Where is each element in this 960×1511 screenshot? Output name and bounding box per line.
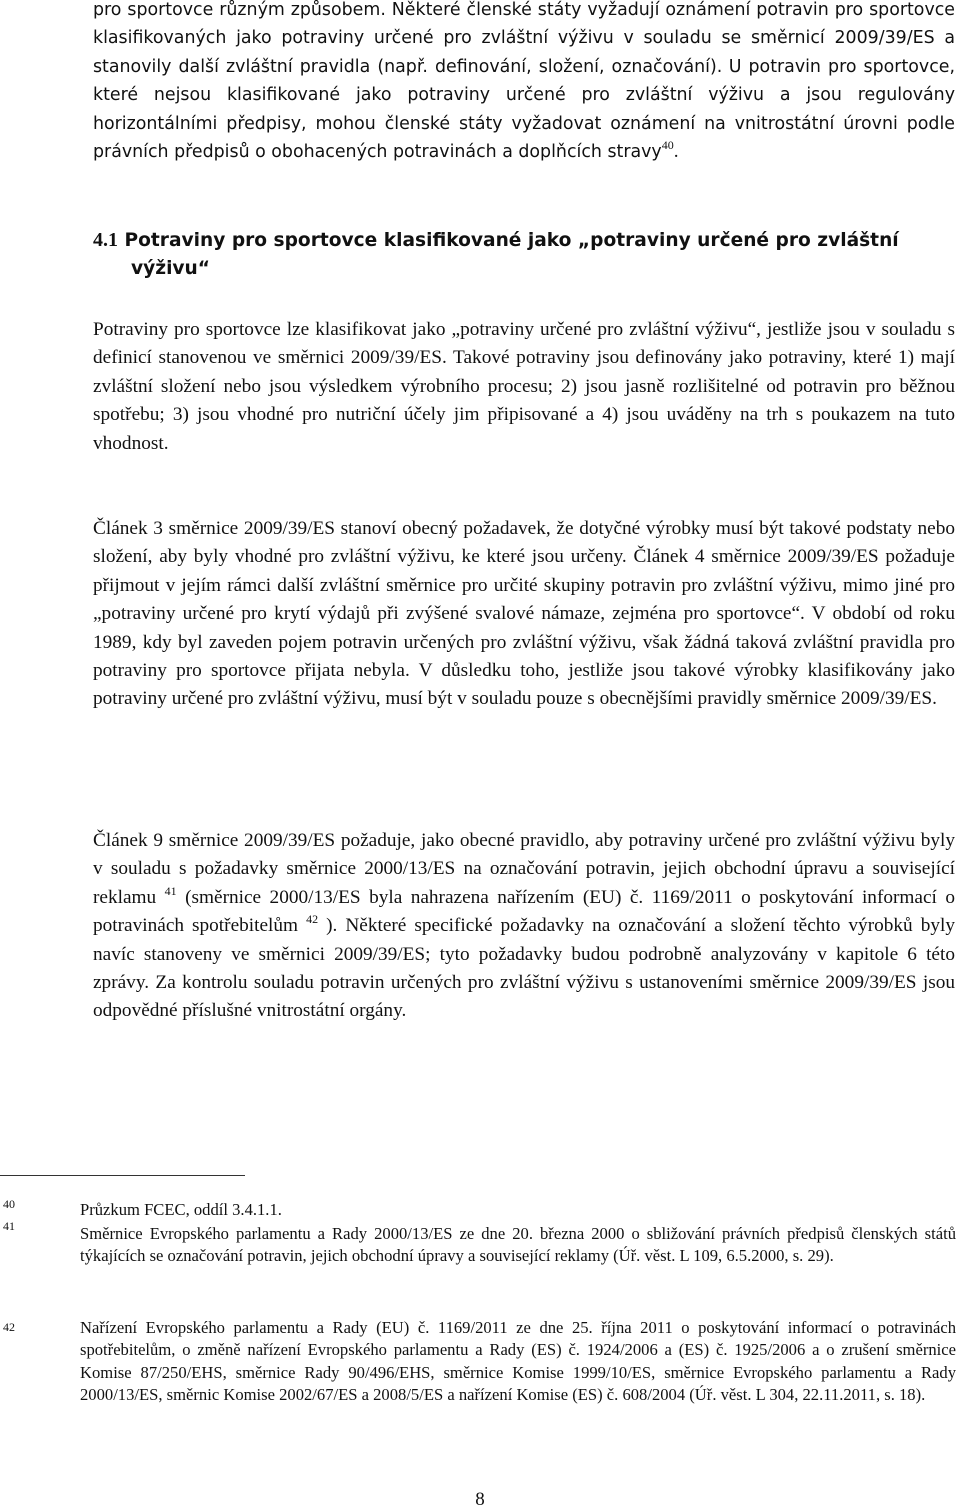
- page-number: 8: [475, 1489, 485, 1510]
- paragraph-2: Článek 3 směrnice 2009/39/ES stanoví obecný požadavek, že dotyčné výrobky musí být takové podstaty nebo složení, aby byly vhodné pro zvláštní výživu, ke které jsou určeny. Článek 4 směrnice 2009/39/ES požaduje přijmout v jejím rámci další zvláštní směrnice pro určité skupiny potravin pro zvláštní výživu, mimo jiné pro „potraviny určené pro krytí výdajů při zvýšené svalové námaze, zejména pro sportovce“. V období od roku 1989, kdy byl zaveden pojem potravin určených pro zvláštní výživu, však žádná taková zvláštní pravidla pro potraviny pro sportovce přijata nebyla. V důsledku toho, jestliže jsou takové výrobky klasifikovány jako potraviny určené pro zvláštní výživu, musí být v souladu pouze s obecnějšími pravidly směrnice 2009/39/ES.: [93, 518, 955, 710]
- intro-end: .: [673, 141, 679, 163]
- footnote-text-42: Nařízení Evropského parlamentu a Rady (EU) č. 1169/2011 ze dne 25. října 2011 o poskytování informací o potravinách spotřebitelům, o změně nařízení Evropského parlamentu a Rady (ES) č. 1924/2006 a (ES) č. 1925/2006 a o zrušení směrnice Komise 87/250/EHS, směrnice Rady 90/496/EHS, směrnice Komise 1999/10/ES, směrnice Evropského parlamentu a Rady 2000/13/ES, směrnic Komise 2002/67/ES a 2008/5/ES a nařízení Komise (ES) č. 608/2004 (Úř. věst. L 304, 22.11.2011, s. 18).: [80, 1318, 956, 1404]
- footnote-text-41: Směrnice Evropského parlamentu a Rady 2000/13/ES ze dne 20. března 2000 o sbližování právních předpisů členských států týkajících se označování potravin, jejich obchodní úpravy a související reklamy (Úř. věst. L 109, 6.5.2000, s. 29).: [80, 1224, 956, 1266]
- section-title-line1: Potraviny pro sportovce klasifikované jako „potraviny určené pro zvláštní: [124, 230, 899, 251]
- footnote-number-42: 42: [3, 1320, 15, 1334]
- footnote-ref-42[interactable]: 42: [306, 912, 319, 927]
- paragraph-1: Potraviny pro sportovce lze klasifikovat jako „potraviny určené pro zvláštní výživu“, jestliže jsou v souladu s definicí stanovenou ve směrnici 2009/39/ES. Takové potraviny jsou definovány jako potraviny, které 1) mají zvláštní složení nebo jsou výsledkem výrobního procesu; 2) jsou jasně rozlišitelné od potravin pro běžnou spotřebu; 3) jsou vhodné pro nutriční účely jim připisované a 4) jsou uváděny na trh s poukazem na tuto vhodnost.: [93, 319, 955, 454]
- intro-text-part1: pro sportovce různým způsobem. Některé členské státy vyžadují oznámení potravin pro sportovce klasifikovaných jako potraviny určené pro zvláštní výživu v souladu se směrnicí 2009/39/ES a stanovily další zvláštní pravidla (např. definování, složení, označování).: [93, 0, 955, 77]
- intro-text-part2: U potravin pro sportovce, které nejsou klasifikované jako potraviny určené pro zvláštní výživu a jsou regulovány horizontálními předpisy, mohou členské státy vyžadovat oznámení na vnitrostátní úrovni podle právních předpisů o obohacených potravinách a doplňcích stravy: [93, 56, 955, 163]
- paragraph-3-part-b: (směrnice 2000/13/ES byla nahrazena nařízením (EU) č. 1169/2011 o poskytování informací o potravinách spotřebitelům: [93, 886, 955, 937]
- footnote-number-40: 40: [3, 1197, 15, 1211]
- footnote-number-41: 41: [3, 1219, 15, 1233]
- footnote-divider: [0, 1175, 245, 1176]
- paragraph-3-part-c: ). Některé specifické požadavky na označování a složení těchto výrobků byly navíc stanoveny ve směrnici 2009/39/ES; tyto požadavky budou podrobně analyzovány v kapitole 6 této zprávy. Za kontrolu souladu potravin určených pro zvláštní výživu s ustanoveními směrnice 2009/39/ES jsou odpovědné příslušné vnitrostátní orgány.: [93, 915, 955, 1022]
- intro-paragraph: [93, 0, 955, 166]
- section-title-line2: výživu“: [131, 257, 211, 279]
- paragraph-3-part-a: Článek 9 směrnice 2009/39/ES požaduje, jako obecné pravidlo, aby potraviny určené pro zvláštní výživu byly v souladu s požadavky směrnice 2000/13/ES na označování potravin, jejich obchodní úpravu a související reklamu: [93, 830, 955, 908]
- paragraph-3: [93, 827, 955, 1026]
- footnote-ref-41[interactable]: 41: [164, 883, 177, 898]
- section-heading: [93, 227, 955, 282]
- section-number: 4.1: [93, 229, 118, 251]
- footnote-text-40: Průzkum FCEC, oddíl 3.4.1.1.: [80, 1200, 282, 1219]
- footnote-ref-40[interactable]: 40: [661, 138, 674, 153]
